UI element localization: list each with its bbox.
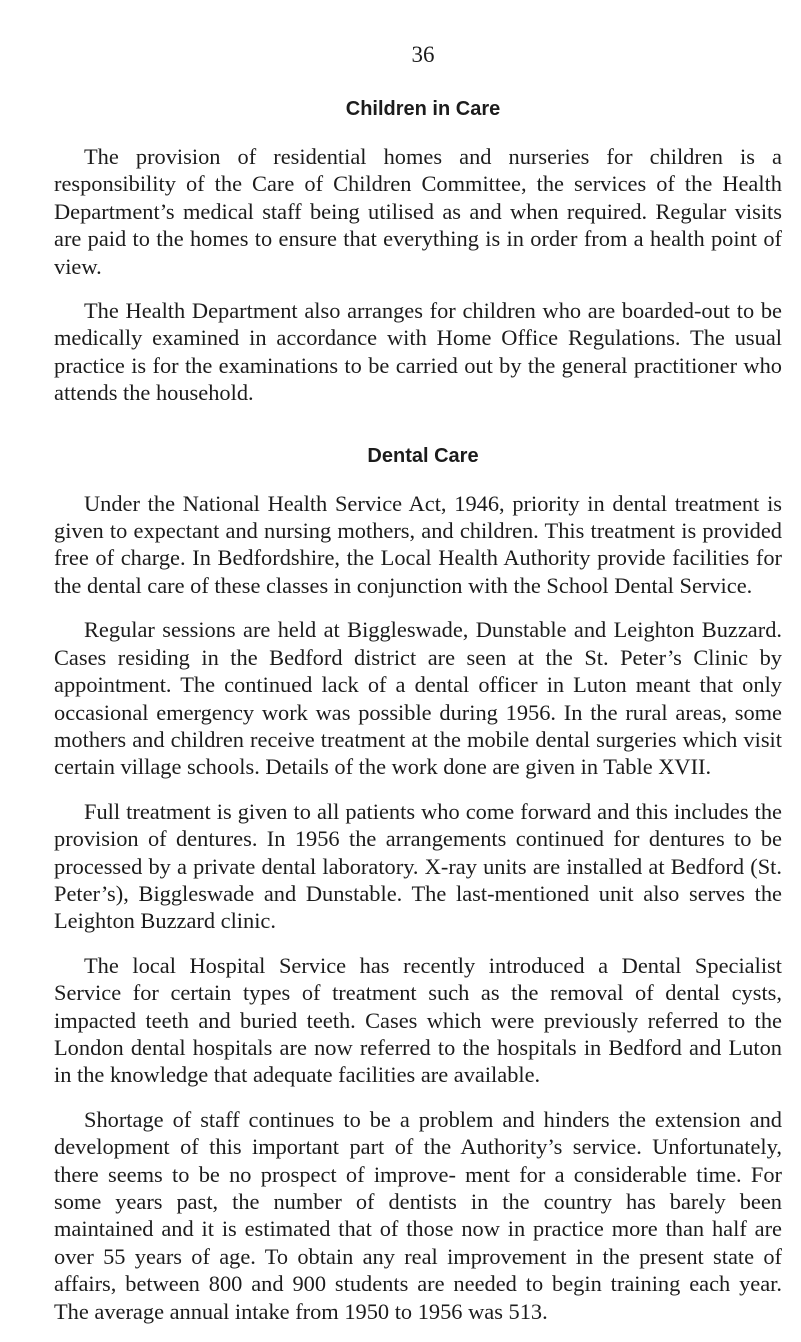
- paragraph: Shortage of staff continues to be a problem and hinders the extension and development of this important part of the Authority’s service. Unfortunately, there seems to be no prospect of improve- ment for a considerable time. For some years past, the number of dentists in the country has barely been maintained and it is estimated that of those now in practice more than half are over 55 years of age. To obtain any real improvement in the present state of affairs, between 800 and 900 students are needed to begin training each year. The average annual intake from 1950 to 1956 was 513.: [54, 1106, 782, 1324]
- paragraph: The local Hospital Service has recently introduced a Dental Specialist Service for certain types of treatment such as the removal of dental cysts, impacted teeth and buried teeth. Cases which were previously referred to the London dental hospitals are now referred to the hospitals in Bedford and Luton in the knowledge that adequate facilities are available.: [54, 952, 782, 1088]
- section-heading-children-in-care: Children in Care: [345, 98, 501, 120]
- paragraph: Full treatment is given to all patients who come forward and this includes the provision of dentures. In 1956 the arrangements continued for dentures to be processed by a private dental laboratory. X-ray units are installed at Bedford (St. Peter’s), Biggleswade and Dunstable. The last-mentioned unit also serves the Leighton Buzzard clinic.: [54, 798, 782, 934]
- paragraph: The provision of residential homes and nurseries for children is a responsibility of the Care of Children Committee, the services of the Health Department’s medical staff being utilised as and when required. Regular visits are paid to the homes to ensure that everything is in order from a health point of view.: [54, 144, 782, 279]
- document-page: [54, 42, 782, 1342]
- paragraph: Under the National Health Service Act, 1946, priority in dental treatment is given to expectant and nursing mothers, and children. This treatment is provided free of charge. In Bedfordshire, the Local Health Authority provide facilities for the dental care of these classes in conjunction with the School Dental Service.: [54, 490, 782, 598]
- paragraph: Regular sessions are held at Biggleswade, Dunstable and Leighton Buzzard. Cases residing in the Bedford district are seen at the St. Peter’s Clinic by appointment. The continued lack of a dental officer in Luton meant that only occasional emergency work was possible during 1956. In the rural areas, some mothers and children receive treatment at the mobile dental surgeries which visit certain village schools. Details of the work done are given in Table XVII.: [54, 617, 782, 780]
- page-number: 36: [411, 42, 435, 67]
- section-heading-dental-care: Dental Care: [367, 444, 479, 467]
- paragraph: The Health Department also arranges for children who are boarded-out to be medically examined in accordance with Home Office Regulations. The usual practice is for the examinations to be carried out by the general practitioner who attends the household.: [54, 298, 782, 406]
